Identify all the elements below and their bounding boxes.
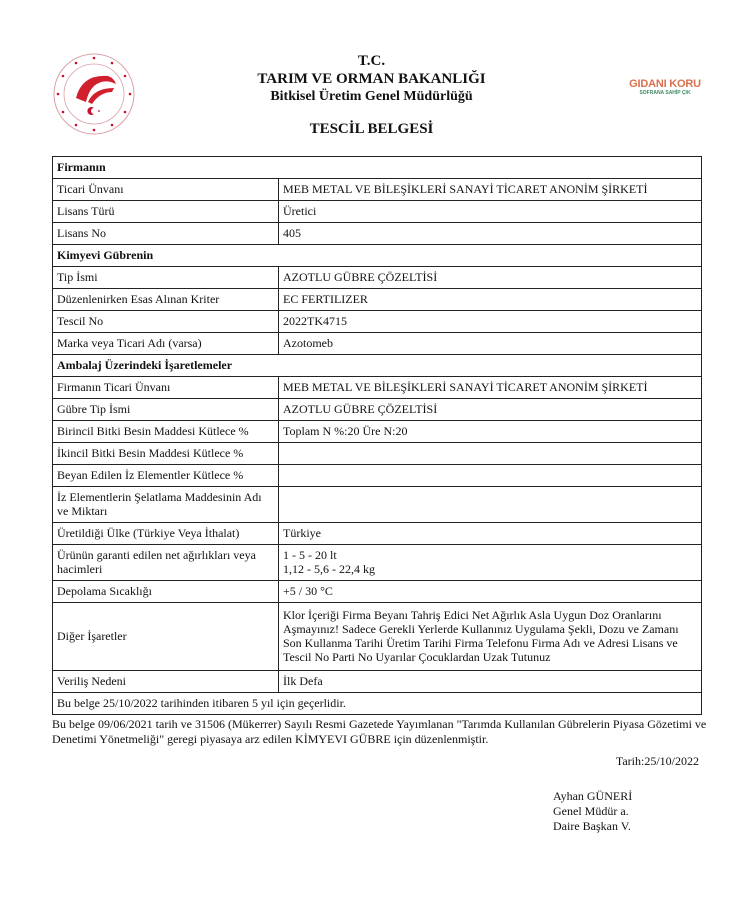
validity-row: [53, 693, 702, 715]
signatory-title: Daire Başkan V.: [553, 819, 631, 833]
row-label: Diğer İşaretler: [53, 603, 279, 671]
table-row: [53, 545, 702, 581]
row-value: Türkiye: [279, 523, 702, 545]
row-label: Veriliş Nedeni: [53, 671, 279, 693]
table-row: [53, 581, 702, 603]
section-header-packaging: [53, 355, 702, 377]
row-value: İlk Defa: [279, 671, 702, 693]
row-value: Azotomeb: [279, 333, 702, 355]
header-tc: T.C.: [357, 53, 386, 69]
section-title: Firmanın: [53, 157, 702, 179]
table-row: [53, 603, 702, 671]
value-line: 1 - 5 - 20 lt: [283, 548, 337, 562]
table-row: [53, 671, 702, 693]
section-title: Ambalaj Üzerindeki İşaretlemeler: [53, 355, 702, 377]
header-department: Bitkisel Üretim Genel Müdürlüğü: [270, 89, 473, 104]
row-label: Gübre Tip İsmi: [53, 399, 279, 421]
row-label: Üretildiği Ülke (Türkiye Veya İthalat): [53, 523, 279, 545]
brand-tagline: SOFRANA SAHİP ÇIK: [639, 90, 691, 96]
row-label: Firmanın Ticari Ünvanı: [53, 377, 279, 399]
table-row: [53, 289, 702, 311]
table-row: [53, 465, 702, 487]
signature-block: [553, 789, 632, 834]
row-value: AZOTLU GÜBRE ÇÖZELTİSİ: [279, 267, 702, 289]
table-row: [53, 523, 702, 545]
row-label: Tescil No: [53, 311, 279, 333]
row-label: İkincil Bitki Besin Maddesi Kütlece %: [53, 443, 279, 465]
row-label: Tip İsmi: [53, 267, 279, 289]
row-value: Üretici: [279, 201, 702, 223]
row-value: [279, 443, 702, 465]
header-ministry: TARIM VE ORMAN BAKANLIĞI: [257, 71, 486, 87]
row-label: Marka veya Ticari Adı (varsa): [53, 333, 279, 355]
issue-date: Tarih:25/10/2022: [615, 754, 699, 768]
row-value: MEB METAL VE BİLEŞİKLERİ SANAYİ TİCARET ANONİM ŞİRKETİ: [279, 377, 702, 399]
section-header-firm: [53, 157, 702, 179]
row-value: [279, 487, 702, 523]
validity-note: Bu belge 25/10/2022 tarihinden itibaren 5 yıl için geçerlidir.: [53, 693, 702, 715]
table-row: [53, 333, 702, 355]
table-row: [53, 179, 702, 201]
value-line: 1,12 - 5,6 - 22,4 kg: [283, 562, 375, 576]
row-value: 2022TK4715: [279, 311, 702, 333]
table-row: [53, 201, 702, 223]
row-value: +5 / 30 °C: [279, 581, 702, 603]
row-label: Beyan Edilen İz Elementler Kütlece %: [53, 465, 279, 487]
row-value: AZOTLU GÜBRE ÇÖZELTİSİ: [279, 399, 702, 421]
row-value: Toplam N %:20 Üre N:20: [279, 421, 702, 443]
page-title: TESCİL BELGESİ: [309, 121, 434, 137]
regulation-note: Bu belge 09/06/2021 tarih ve 31506 (Mükerrer) Sayılı Resmi Gazetede Yayımlanan "Tarımda Kullanılan Gübrelerin Piyasa Gözetimi ve Denetimi Yönetmeliği" geregi piyasaya arz edilen KİMYEVI GÜBRE için düzenlenmiştir.: [52, 717, 707, 746]
row-value: 405: [279, 223, 702, 245]
table-row: [53, 443, 702, 465]
table-row: [53, 421, 702, 443]
row-value: MEB METAL VE BİLEŞİKLERİ SANAYİ TİCARET ANONİM ŞİRKETİ: [279, 179, 702, 201]
signatory-title: Genel Müdür a.: [553, 804, 629, 818]
table-row: [53, 377, 702, 399]
row-value: EC FERTILIZER: [279, 289, 702, 311]
row-label: Düzenlenirken Esas Alınan Kriter: [53, 289, 279, 311]
registration-table: [52, 156, 702, 715]
row-label: Depolama Sıcaklığı: [53, 581, 279, 603]
brand-name: GIDANI KORU: [629, 78, 701, 90]
section-title: Kimyevi Gübrenin: [53, 245, 702, 267]
table-row: [53, 487, 702, 523]
row-label: Lisans No: [53, 223, 279, 245]
row-label: Lisans Türü: [53, 201, 279, 223]
row-value: [279, 545, 702, 581]
table-row: [53, 267, 702, 289]
row-label: Birincil Bitki Besin Maddesi Kütlece %: [53, 421, 279, 443]
table-row: [53, 311, 702, 333]
row-label: Ürünün garanti edilen net ağırlıkları veya hacimleri: [53, 545, 279, 581]
row-value: Klor İçeriği Firma Beyanı Tahriş Edici Net Ağırlık Asla Uygun Doz Oranlarını Aşmayınız! Sadece Gerekli Yerlerde Kullanınız Uygulama Şekli, Dozu ve Zamanı Son Kullanma Tarihi Üretim Tarihi Firma Telefonu Firma Adı ve Adresi Lisans ve Tescil No Parti No Uyarılar Çocuklardan Uzak Tutunuz: [279, 603, 702, 671]
row-label: Ticari Ünvanı: [53, 179, 279, 201]
row-label: İz Elementlerin Şelatlama Maddesinin Adı ve Miktarı: [53, 487, 279, 523]
row-value: [279, 465, 702, 487]
table-row: [53, 399, 702, 421]
section-header-fertilizer: [53, 245, 702, 267]
signatory-name: Ayhan GÜNERİ: [553, 789, 633, 803]
table-row: [53, 223, 702, 245]
